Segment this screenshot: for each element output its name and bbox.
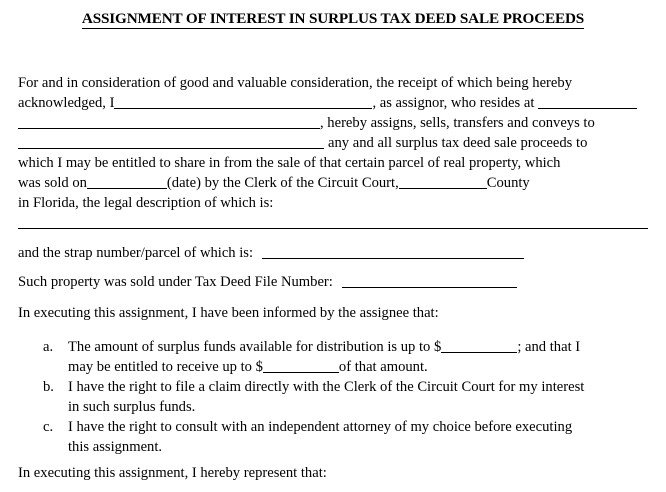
list-item-marker: c. [43,419,54,435]
list-item-c-row-2: this assignment. [68,439,163,455]
assignor-residence-label: , as assignor, who resides at [372,95,535,111]
strap-number-blank[interactable] [262,245,524,259]
legal-description-blank-rule[interactable] [18,228,648,229]
informed-items-list [18,337,650,457]
paragraph-line-2 [18,93,650,113]
list-item-text [68,337,650,377]
tax-deed-file-number-line [18,272,517,292]
paragraph-line-1 [18,73,650,93]
surplus-proceeds-text: any and all surplus tax deed sale proceeds to [328,135,588,151]
paragraph-line-6 [18,173,650,193]
paragraph-line-4 [18,133,650,153]
entitled-amount-label: may be entitled to receive up to $ [68,359,263,375]
paragraph-consideration [18,73,650,213]
legal-description-label: in Florida, the legal description of which is: [18,195,274,211]
paragraph-line-5 [18,153,650,173]
entitled-amount-suffix: of that amount. [338,359,428,375]
list-item [18,377,650,417]
list-item-a-row-2 [68,357,650,377]
assignor-name-blank[interactable] [114,95,372,109]
clerk-circuit-court-label: (date) by the Clerk of the Circuit Court, [166,175,399,191]
list-item [18,337,650,377]
list-item-b-row-1: I have the right to file a claim directly with the Clerk of the Circuit Court for my interest [68,379,585,395]
county-label: County [486,175,530,191]
sale-date-label: was sold on [18,175,87,191]
page-title-text: ASSIGNMENT OF INTEREST IN SURPLUS TAX DEED SALE PROCEEDS [81,10,585,27]
assignor-name-label: acknowledged, I [18,95,115,111]
represent-intro-text: In executing this assignment, I hereby represent that: [18,465,327,481]
list-item-text [68,377,650,417]
paragraph-line-5-text: which I may be entitled to share in from the sale of that certain parcel of real property, which [18,155,561,171]
tax-deed-file-number-blank[interactable] [342,274,517,288]
surplus-amount-blank[interactable] [441,339,517,353]
assignor-residence-blank-2[interactable] [18,115,320,129]
assignor-residence-blank-1[interactable] [538,95,637,109]
list-item-c-row-1: I have the right to consult with an independent attorney of my choice before executing [68,419,573,435]
strap-number-label: and the strap number/parcel of which is: [18,245,254,261]
sale-date-blank[interactable] [87,175,167,189]
county-blank[interactable] [399,175,487,189]
paragraph-line-7 [18,193,650,213]
strap-number-line [18,243,524,263]
paragraph-line-1-text: For and in consideration of good and valuable consideration, the receipt of which being hereby [18,75,572,91]
represent-intro [18,463,327,483]
assigns-conveys-text: , hereby assigns, sells, transfers and conveys to [320,115,595,131]
list-item [18,417,650,457]
informed-intro [18,303,439,323]
paragraph-line-3 [18,113,650,133]
list-item-a-row-1 [68,337,650,357]
list-item-marker: a. [43,339,54,355]
surplus-amount-suffix: ; and that I [517,339,581,355]
list-item-marker: b. [43,379,54,395]
surplus-amount-label: The amount of surplus funds available for distribution is up to $ [68,339,442,355]
page-title [0,9,666,28]
list-item-b-row-2: in such surplus funds. [68,399,196,415]
list-item-text [68,417,650,457]
entitled-amount-blank[interactable] [263,359,339,373]
informed-intro-text: In executing this assignment, I have been informed by the assignee that: [18,305,439,321]
tax-deed-file-number-label: Such property was sold under Tax Deed File Number: [18,274,333,290]
assignee-name-blank[interactable] [18,135,324,149]
